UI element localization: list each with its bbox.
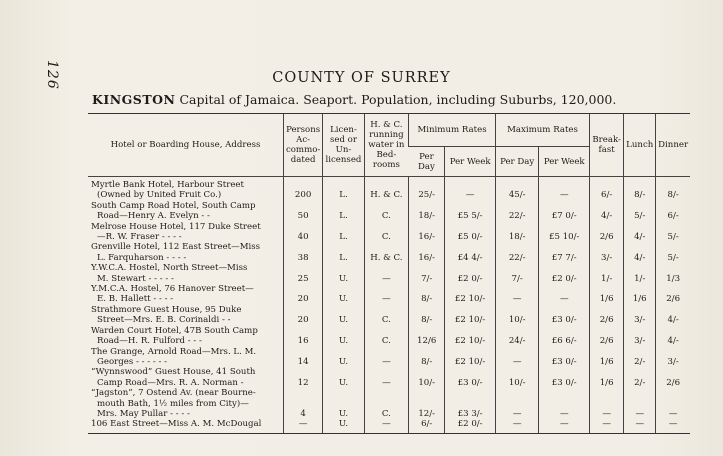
persons-cell: 25 [283, 263, 322, 284]
persons-cell: 4 [283, 388, 322, 419]
hotel-name-line: Mrs. May Pullar - - - - [97, 408, 190, 419]
hotel-cell [88, 326, 283, 347]
table-row [88, 347, 690, 368]
min-day-cell: 10/- [409, 367, 445, 388]
breakfast-cell: 2/6 [590, 222, 624, 243]
min-week-cell: £5 0/- [445, 222, 496, 243]
header-max-per-week: Per Week [539, 147, 590, 177]
max-day-cell: — [495, 419, 538, 433]
max-week-cell: — [539, 284, 590, 305]
hotel-name-line: M. Stewart - - - - - [97, 273, 174, 284]
header-min-per-week: Per Week [445, 147, 496, 177]
table-row [88, 177, 690, 201]
header-lunch: Lunch [624, 114, 656, 177]
breakfast-cell: 1/- [590, 263, 624, 284]
table-row [88, 222, 690, 243]
lunch-cell: 1/6 [624, 284, 656, 305]
max-day-cell: 10/- [495, 305, 538, 326]
min-day-cell: 25/- [409, 177, 445, 201]
lunch-cell: 3/- [624, 326, 656, 347]
persons-cell: 16 [283, 326, 322, 347]
licensed-cell: U. [323, 367, 364, 388]
max-day-cell: 18/- [495, 222, 538, 243]
table-row [88, 263, 690, 284]
licensed-cell: L. [323, 177, 364, 201]
min-week-cell: £3 3/- [445, 388, 496, 419]
header-min-rates: Minimum Rates [409, 114, 496, 147]
water-cell: C. [364, 388, 408, 419]
hotel-name-line: (Owned by United Fruit Co.) [97, 190, 222, 201]
header-hotel: Hotel or Boarding House, Address [88, 114, 283, 177]
dinner-cell: 1/3 [656, 263, 690, 284]
hotel-name-line: Street—Mrs. E. B. Corinaldi - - [97, 315, 231, 326]
hotel-name-line: “Jagston”, 7 Ostend Av. (near Bourne- [91, 388, 256, 399]
max-day-cell: 22/- [495, 201, 538, 222]
licensed-cell: U. [323, 388, 364, 419]
breakfast-cell: — [590, 419, 624, 433]
hotel-name-line: Georges - - - - - - [97, 356, 168, 367]
hotel-cell [88, 305, 283, 326]
place-subtitle [92, 92, 616, 107]
dinner-cell: 4/- [656, 326, 690, 347]
licensed-cell: U. [323, 263, 364, 284]
max-week-cell: £3 0/- [539, 305, 590, 326]
header-breakfast: Break-fast [590, 114, 624, 177]
table-row [88, 242, 690, 263]
dinner-cell: 4/- [656, 305, 690, 326]
persons-cell: 14 [283, 347, 322, 368]
min-day-cell: 12/6 [409, 326, 445, 347]
min-week-cell: £2 10/- [445, 347, 496, 368]
county-title: COUNTY OF SURREY [272, 70, 451, 86]
licensed-cell: U. [323, 284, 364, 305]
header-max-rates: Maximum Rates [495, 114, 589, 147]
place-name: KINGSTON [92, 92, 176, 107]
hotel-name-line: The Grange, Arnold Road—Mrs. L. M. [91, 346, 257, 357]
hotel-name-line: 106 East Street—Miss A. M. McDougal [91, 419, 262, 430]
min-day-cell: 8/- [409, 347, 445, 368]
hotel-cell [88, 263, 283, 284]
table-row [88, 305, 690, 326]
min-day-cell: 16/- [409, 242, 445, 263]
persons-cell: 50 [283, 201, 322, 222]
min-week-cell: £2 0/- [445, 263, 496, 284]
max-day-cell: 10/- [495, 367, 538, 388]
max-week-cell: £7 7/- [539, 242, 590, 263]
max-week-cell: £3 0/- [539, 367, 590, 388]
min-day-cell: 6/- [409, 419, 445, 433]
hotel-name-line: E. B. Hallett - - - - [97, 294, 174, 305]
min-week-cell: £2 0/- [445, 419, 496, 433]
persons-cell: 20 [283, 284, 322, 305]
hotel-cell [88, 367, 283, 388]
min-day-cell: 7/- [409, 263, 445, 284]
water-cell: — [364, 263, 408, 284]
water-cell: C. [364, 222, 408, 243]
lunch-cell: — [624, 419, 656, 433]
licensed-cell: L. [323, 242, 364, 263]
breakfast-cell: 6/- [590, 177, 624, 201]
hotel-name-line: South Camp Road Hotel, South Camp [91, 200, 256, 211]
licensed-cell: U. [323, 347, 364, 368]
max-week-cell: £2 0/- [539, 263, 590, 284]
max-week-cell: £5 10/- [539, 222, 590, 243]
dinner-cell: 8/- [656, 177, 690, 201]
lunch-cell: 5/- [624, 201, 656, 222]
max-day-cell: 7/- [495, 263, 538, 284]
lunch-cell: 3/- [624, 305, 656, 326]
persons-cell: 38 [283, 242, 322, 263]
min-week-cell: £5 5/- [445, 201, 496, 222]
water-cell: H. & C. [364, 177, 408, 201]
hotel-name-line: —R. W. Fraser - - - - [97, 232, 182, 243]
licensed-cell: L. [323, 201, 364, 222]
dinner-cell: 5/- [656, 222, 690, 243]
hotel-cell [88, 201, 283, 222]
hotel-cell [88, 388, 283, 419]
lunch-cell: 1/- [624, 263, 656, 284]
min-day-cell: 8/- [409, 305, 445, 326]
hotel-name-line: L. Farquharson - - - - [97, 252, 187, 263]
hotel-name-line: Y.M.C.A. Hostel, 76 Hanover Street— [91, 284, 254, 295]
lunch-cell: 4/- [624, 222, 656, 243]
header-persons: Persons Ac-commo-dated [283, 114, 322, 177]
dinner-cell: — [656, 419, 690, 433]
persons-cell: 40 [283, 222, 322, 243]
table-row [88, 419, 690, 433]
min-day-cell: 18/- [409, 201, 445, 222]
water-cell: — [364, 347, 408, 368]
max-day-cell: 45/- [495, 177, 538, 201]
hotel-name-line: mouth Bath, 1½ miles from City)— [97, 398, 249, 409]
hotel-cell [88, 419, 283, 433]
max-day-cell: — [495, 284, 538, 305]
max-day-cell: — [495, 388, 538, 419]
hotel-cell [88, 177, 283, 201]
persons-cell: — [283, 419, 322, 433]
hotel-name-line: “Wynnswood” Guest House, 41 South [91, 367, 256, 378]
header-dinner: Dinner [656, 114, 690, 177]
min-week-cell: — [445, 177, 496, 201]
max-week-cell: £7 0/- [539, 201, 590, 222]
hotel-name-line: Y.W.C.A. Hostel, North Street—Miss [91, 263, 248, 274]
min-day-cell: 8/- [409, 284, 445, 305]
dinner-cell: 2/6 [656, 284, 690, 305]
table-row [88, 388, 690, 419]
water-cell: C. [364, 326, 408, 347]
water-cell: — [364, 367, 408, 388]
breakfast-cell: 2/6 [590, 305, 624, 326]
header-min-per-day: Per Day [409, 147, 445, 177]
max-week-cell: £3 0/- [539, 347, 590, 368]
water-cell: — [364, 419, 408, 433]
dinner-cell: 5/- [656, 242, 690, 263]
lunch-cell: — [624, 388, 656, 419]
header-max-per-day: Per Day [495, 147, 538, 177]
max-day-cell: 22/- [495, 242, 538, 263]
hotel-name-line: Road—Henry A. Evelyn - - [97, 211, 210, 222]
max-week-cell: £6 6/- [539, 326, 590, 347]
max-day-cell: — [495, 347, 538, 368]
lodging-table [88, 113, 690, 434]
min-week-cell: £4 4/- [445, 242, 496, 263]
min-week-cell: £2 10/- [445, 305, 496, 326]
water-cell: C. [364, 201, 408, 222]
hotel-name-line: Strathmore Guest House, 95 Duke [91, 304, 242, 315]
breakfast-cell: 2/6 [590, 326, 624, 347]
hotel-name-line: Road—H. R. Fulford - - - [97, 336, 202, 347]
licensed-cell: L. [323, 222, 364, 243]
max-week-cell: — [539, 177, 590, 201]
dinner-cell: 6/- [656, 201, 690, 222]
min-week-cell: £2 10/- [445, 326, 496, 347]
water-cell: C. [364, 305, 408, 326]
licensed-cell: U. [323, 419, 364, 433]
min-day-cell: 16/- [409, 222, 445, 243]
min-week-cell: £3 0/- [445, 367, 496, 388]
persons-cell: 20 [283, 305, 322, 326]
breakfast-cell: — [590, 388, 624, 419]
hotel-name-line: Camp Road—Mrs. R. A. Norman - [97, 377, 244, 388]
max-day-cell: 24/- [495, 326, 538, 347]
breakfast-cell: 1/6 [590, 367, 624, 388]
page-number: 126 [44, 60, 60, 90]
max-week-cell: — [539, 419, 590, 433]
dinner-cell: 3/- [656, 347, 690, 368]
header-water: H. & C. running water in Bed-rooms [364, 114, 408, 177]
hotel-name-line: Myrtle Bank Hotel, Harbour Street [91, 180, 244, 190]
hotel-name-line: Grenville Hotel, 112 East Street—Miss [91, 242, 261, 253]
min-week-cell: £2 10/- [445, 284, 496, 305]
hotel-cell [88, 222, 283, 243]
table-row [88, 326, 690, 347]
table-row [88, 367, 690, 388]
place-description: Capital of Jamaica. Seaport. Population, including Suburbs, 120,000. [175, 92, 617, 107]
dinner-cell: 2/6 [656, 367, 690, 388]
lunch-cell: 4/- [624, 242, 656, 263]
hotel-name-line: Melrose House Hotel, 117 Duke Street [91, 221, 261, 232]
breakfast-cell: 3/- [590, 242, 624, 263]
breakfast-cell: 4/- [590, 201, 624, 222]
breakfast-cell: 1/6 [590, 284, 624, 305]
hotel-cell [88, 242, 283, 263]
hotel-name-line: Warden Court Hotel, 47B South Camp [91, 325, 258, 336]
max-week-cell: — [539, 388, 590, 419]
header-licensed: Licen-sed or Un-licensed [323, 114, 364, 177]
hotel-cell [88, 347, 283, 368]
min-day-cell: 12/- [409, 388, 445, 419]
lunch-cell: 2/- [624, 347, 656, 368]
licensed-cell: U. [323, 326, 364, 347]
water-cell: — [364, 284, 408, 305]
persons-cell: 200 [283, 177, 322, 201]
dinner-cell: — [656, 388, 690, 419]
table-row [88, 284, 690, 305]
breakfast-cell: 1/6 [590, 347, 624, 368]
hotel-cell [88, 284, 283, 305]
lunch-cell: 8/- [624, 177, 656, 201]
persons-cell: 12 [283, 367, 322, 388]
lunch-cell: 2/- [624, 367, 656, 388]
water-cell: H. & C. [364, 242, 408, 263]
table-row [88, 201, 690, 222]
licensed-cell: U. [323, 305, 364, 326]
